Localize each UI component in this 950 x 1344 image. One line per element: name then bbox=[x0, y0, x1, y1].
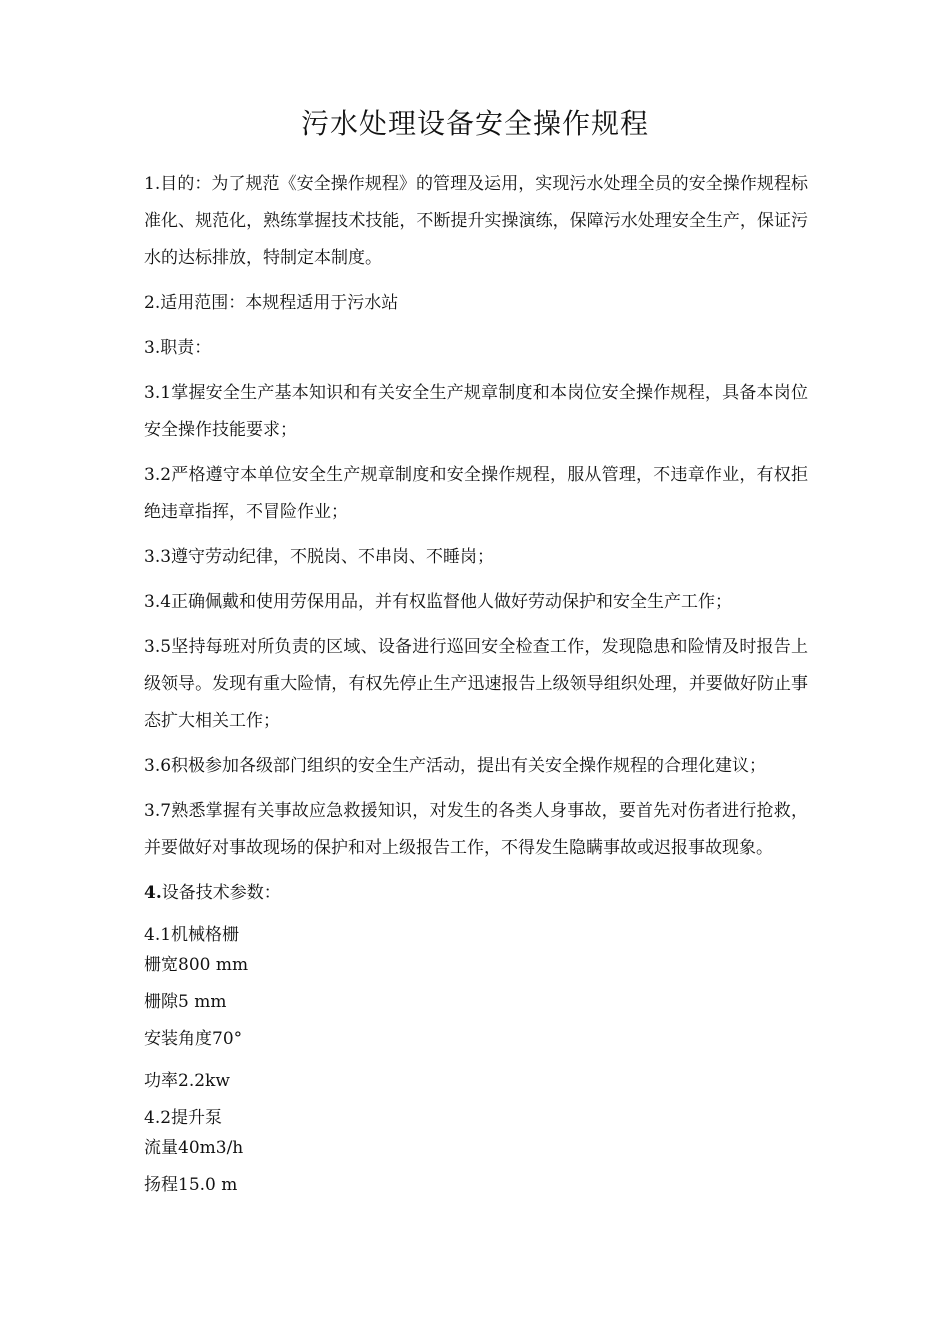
document-body bbox=[144, 166, 808, 1200]
paragraph-3-4: 3.4正确佩戴和使用劳保用品，并有权监督他人做好劳动保护和安全生产工作； bbox=[144, 592, 733, 612]
pump-heading: 4.2提升泵 bbox=[144, 1108, 223, 1128]
paragraph-3-6: 3.6积极参加各级部门组织的安全生产活动，提出有关安全操作规程的合理化建议； bbox=[144, 756, 767, 776]
paragraph-scope: 2.适用范围：本规程适用于污水站 bbox=[144, 293, 399, 313]
grille-heading: 4.1机械格栅 bbox=[144, 925, 240, 945]
paragraph-purpose: 1.目的：为了规范《安全操作规程》的管理及运用，实现污水处理全员的安全操作规程标准化、规范化，熟练掌握技术技能，不断提升实操演练，保障污水处理安全生产，保证污水的达标排放，特制定本制度。 bbox=[144, 174, 808, 268]
grille-angle: 安装角度70° bbox=[144, 1029, 243, 1049]
pump-head: 扬程15.0 m bbox=[144, 1175, 238, 1195]
section-4-label: 设备技术参数： bbox=[161, 883, 281, 903]
paragraph-3-3: 3.3遵守劳动纪律，不脱岗、不串岗、不睡岗； bbox=[144, 547, 495, 567]
paragraph-3-5: 3.5坚持每班对所负责的区域、设备进行巡回安全检查工作，发现隐患和险情及时报告上级领导。发现有重大险情，有权先停止生产迅速报告上级领导组织处理，并要做好防止事态扩大相关工作； bbox=[144, 637, 808, 731]
paragraph-3-1: 3.1掌握安全生产基本知识和有关安全生产规章制度和本岗位安全操作规程，具备本岗位安全操作技能要求； bbox=[144, 383, 808, 440]
section-4-number: 4. bbox=[144, 883, 162, 903]
paragraph-3-2: 3.2严格遵守本单位安全生产规章制度和安全操作规程，服从管理，不违章作业，有权拒绝违章指挥，不冒险作业； bbox=[144, 465, 808, 522]
grille-gap: 栅隙5 mm bbox=[144, 992, 227, 1012]
paragraph-3-7: 3.7熟悉掌握有关事故应急救援知识，对发生的各类人身事故，要首先对伤者进行抢救，并要做好对事故现场的保护和对上级报告工作，不得发生隐瞒事故或迟报事故现象。 bbox=[144, 801, 808, 858]
section-4-heading bbox=[144, 875, 808, 912]
pump-flow: 流量40m3/h bbox=[144, 1138, 244, 1158]
document-title: 污水处理设备安全操作规程 bbox=[300, 107, 649, 140]
paragraph-responsibilities: 3.职责： bbox=[144, 338, 212, 358]
grille-power: 功率2.2kw bbox=[144, 1071, 230, 1091]
grille-width: 栅宽800 mm bbox=[144, 955, 249, 975]
